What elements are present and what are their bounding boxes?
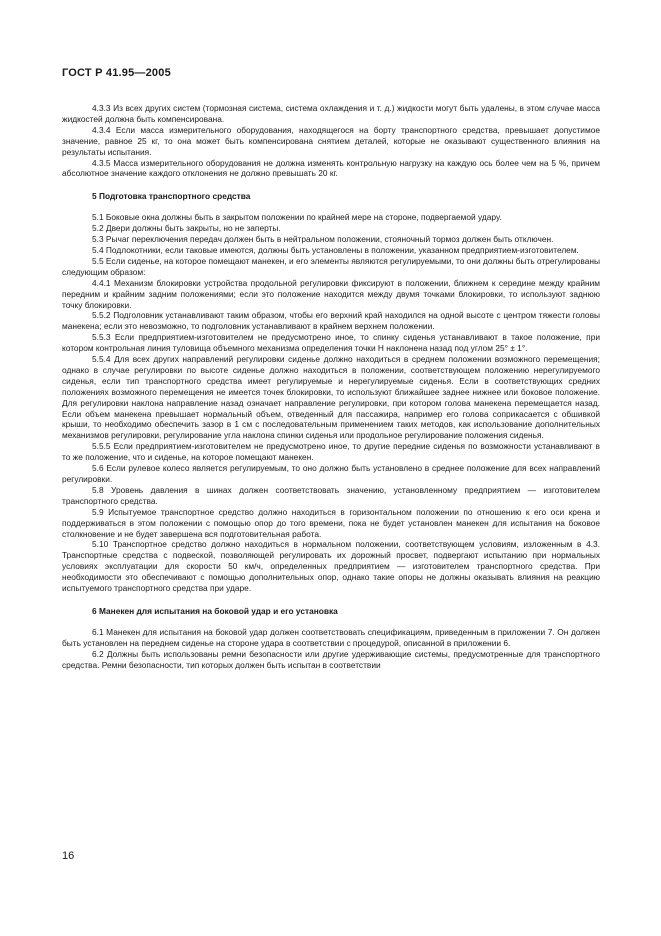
paragraph: 5.6 Если рулевое колесо является регулируемым, то оно должно быть установлено в среднее положение для всех направлений регулировки. bbox=[62, 463, 600, 484]
paragraph: 4.3.5 Масса измерительного оборудования не должна изменять контрольную нагрузку на каждую ось более чем на 5 %, причем абсолютное значение каждого отклонения не должно превышать 20 кг. bbox=[62, 157, 600, 179]
paragraph: 5.2 Двери должны быть закрыты, но не заперты. bbox=[92, 223, 281, 234]
paragraph: 5.5.2 Подголовник устанавливают таким образом, чтобы его верхний край находился на одной высоте с центром тяжести головы манекена; если это невозможно, то подголовник устанавливают в крайнем верхнем положении. bbox=[62, 310, 600, 332]
paragraph: 5.8 Уровень давления в шинах должен соответствовать значению, установленному предприятием — изготовителем транспортного средства. bbox=[62, 484, 600, 506]
paragraph: 5.3 Рычаг переключения передач должен быть в нейтральном положении, стояночный тормоз должен быть отключен. bbox=[92, 234, 554, 245]
paragraph: 4.3.3 Из всех других систем (тормозная система, система охлаждения и т. д.) жидкости могут быть удалены, в этом случае масса жидкостей должна быть компенсирована. bbox=[62, 103, 600, 124]
paragraph: 6.1 Манекен для испытания на боковой удар должен соответствовать спецификациям, приведенным в приложении 7. Он должен быть установлен на переднем сиденье на стороне удара в соответствии с процедурой, описанной в приложении 6. bbox=[62, 626, 600, 648]
paragraph: 4.4.1 Механизм блокировки устройства продольной регулировки фиксируют в положении, ближнем к середине между крайним передним и крайним задним положениями; если это положение находится между двумя точками блокировки, то используют заднюю точку блокировки. bbox=[62, 277, 600, 310]
paragraph: 5.5.3 Если предприятием-изготовителем не предусмотрено иное, то спинку сиденья устанавливают в такое положение, при котором контрольная линия туловища объемного механизма определения точки H наклонена назад под углом 25° ± 1°. bbox=[62, 332, 600, 354]
document-body bbox=[62, 103, 600, 671]
document-header: ГОСТ Р 41.95—2005 bbox=[62, 67, 171, 79]
paragraph: 6.2 Должны быть использованы ремни безопасности или другие удерживающие системы, предусмотренные для транспортного средства. Ремни безопасности, тип которых должен быть испытан в соответствии bbox=[62, 648, 600, 670]
paragraph: 5.10 Транспортное средство должно находиться в нормальном положении, соответствующем условиям, изложенным в 4.3. Транспортные средства с подвеской, позволяющей регулировать их дорожный просвет, подвергают испытанию при нормальных условиях эксплуатации для скорости 50 км/ч, определенных предприятием — изготовителем транспортного средства. При необходимости это обеспечивают с помощью дополнительных опор, однако такие опоры не должны оказывать влияния на реакцию испытуемого транспортного средства при ударе. bbox=[62, 539, 600, 594]
paragraph: 5.1 Боковые окна должны быть в закрытом положении по крайней мере на стороне, подвергаемой удару. bbox=[92, 212, 502, 223]
paragraph: 5.5.4 Для всех других направлений регулировки сиденье должно находиться в среднем положении возможного перемещения; однако в случае регулировки по высоте сиденье должно находиться в положении, соответствующем положению нерегулируемого сиденья, если тип транспортного средства имеет регулируемые и нерегулируемые сиденья. Если в соответствующих средних положениях возможного перемещения не имеется точек блокировки, то используют ближайшее заднее нижнее или боковое положение. Для регулировки наклона направление назад означает направление регулировки, при котором голова манекена перемещается назад. Если объем манекена превышает нормальный объем, отведенный для пассажира, например его голова соприкасается с обшивкой крыши, то необходимо обеспечить зазор в 1 см с последовательным применением таких методов, как использование дополнительных механизмов регулировки, регулирование угла наклона спинки сиденья или продольное регулирование положения сиденья. bbox=[62, 354, 600, 441]
paragraph: 5.4 Подлокотники, если таковые имеются, должны быть установлены в положении, указанном предприятием-изготовителем. bbox=[92, 244, 579, 255]
paragraph: 5.5.5 Если предприятием-изготовителем не предусмотрено иное, то другие передние сиденья по возможности устанавливают в то же положение, что и сиденье, на которое помещают манекен. bbox=[62, 441, 600, 463]
paragraph: 4.3.4 Если масса измерительного оборудования, находящегося на борту транспортного средства, превышает допустимое значение, равное 25 кг, то она может быть компенсирована снятием деталей, которые не оказывают существенного влияния на результаты испытания. bbox=[62, 124, 600, 157]
paragraph: 5.5 Если сиденье, на которое помещают манекен, и его элементы являются регулируемыми, то они должны быть отрегулированы следующим образом: bbox=[62, 255, 600, 277]
paragraph: 5.9 Испытуемое транспортное средство должно находиться в горизонтальном положении по отношению к его оси крена и поддерживаться в этом положении с помощью опор до того времени, пока не будет установлен манекен для испытания на боковое столкновение и не будет завершена вся подготовительная работа. bbox=[62, 506, 600, 539]
section-heading: 5 Подготовка транспортного средства bbox=[92, 191, 251, 202]
section-heading: 6 Манекен для испытания на боковой удар и его установка bbox=[92, 605, 338, 616]
page-number: 16 bbox=[62, 850, 75, 862]
